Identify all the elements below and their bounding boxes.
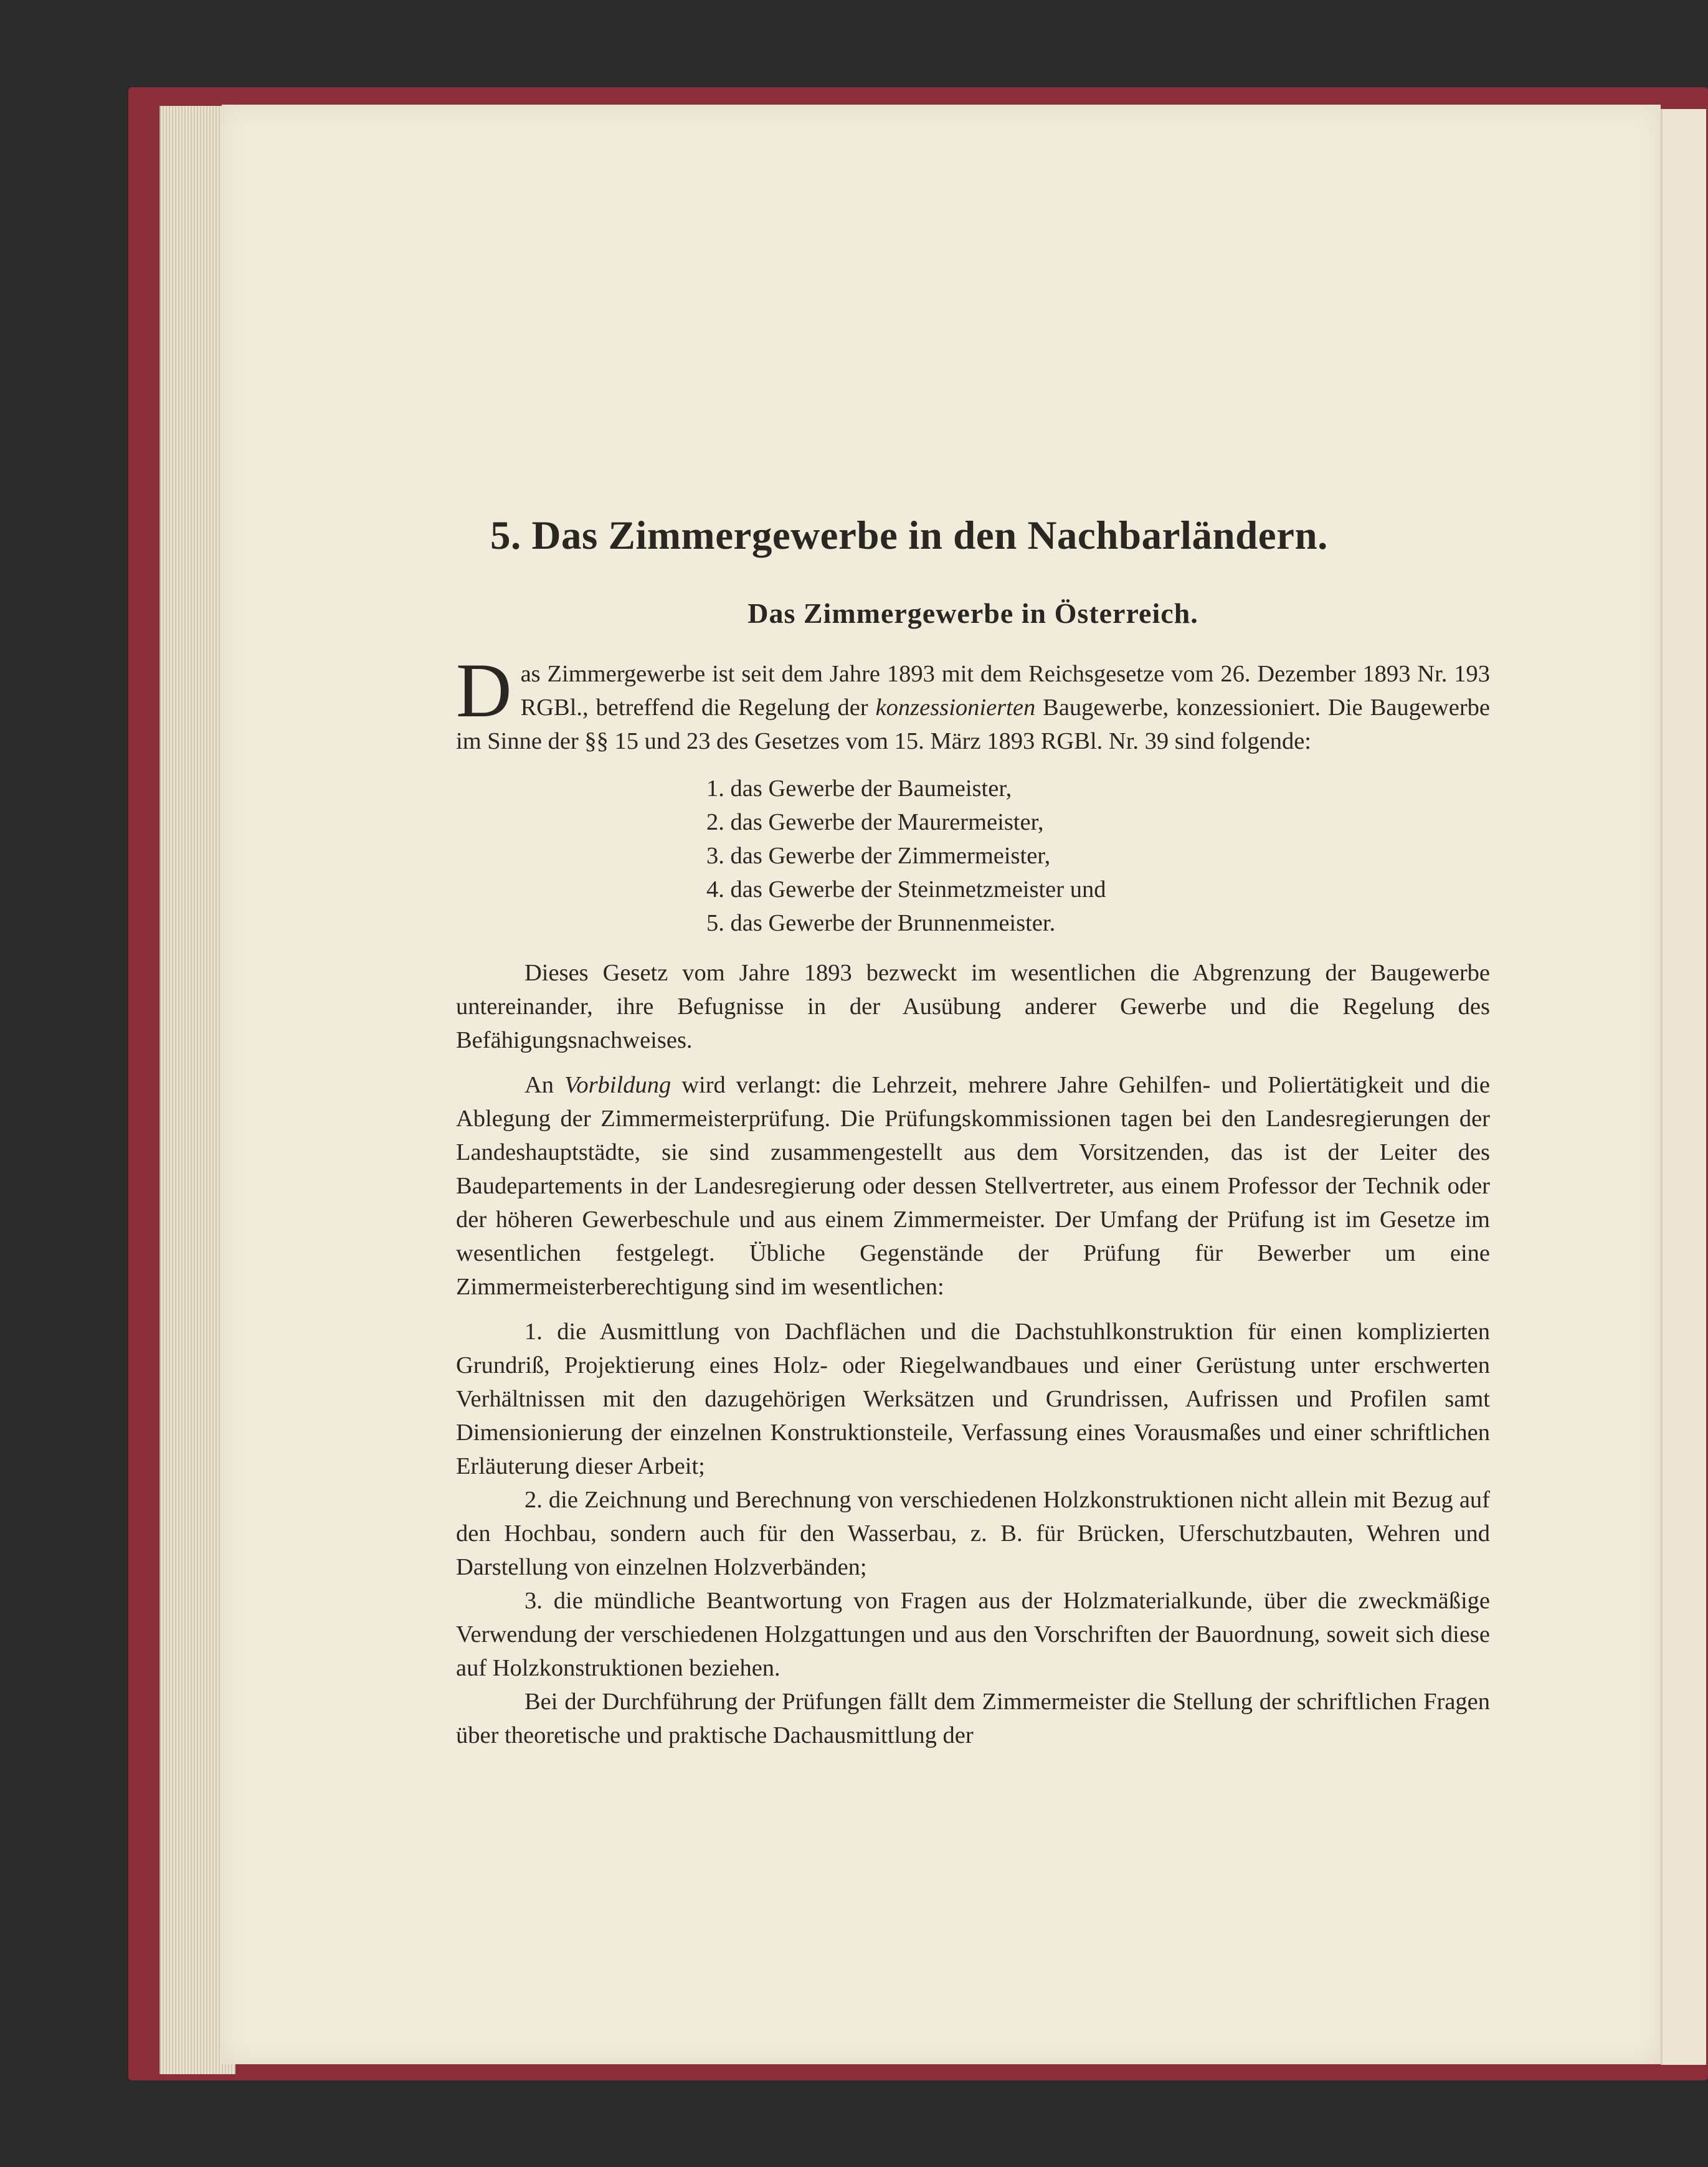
vorbildung-text: wird verlangt: die Lehrzeit, mehrere Jahre Gehilfen- und Poliertätigkeit und die Ablegung der Zimmermeisterprüfung. Die Prüfungskommissionen tagen bei den Landesregierungen der Landeshauptstädte, sie sind zusammengestellt aus dem Vorsitzenden, das ist der Leiter des Baudepartements in der Landesregierung oder dessen Stellvertreter, aus einem Professor der Technik oder der höheren Gewerbeschule und aus einem Zimmermeister. Der Umfang der Prüfung ist im Gesetze im wesentlichen festgelegt. Übliche Gegenstände der Prüfung für Bewerber um eine Zimmermeisterberechtigung sind im wesentlichen: — [456, 1072, 1490, 1300]
intro-text-a: as Zimmergewerbe ist seit dem Jahre 1893 mit dem Reichsgesetze vom 26. Dezember 1893 Nr. 193 RGBl., betreffend die Regelung der — [520, 661, 1490, 721]
list-item: 1. das Gewerbe der Baumeister, — [706, 775, 1012, 802]
trades-list — [706, 772, 1490, 940]
vorbildung-emphasis: Vorbildung — [564, 1072, 671, 1098]
chapter-title: 5. Das Zimmergewerbe in den Nachbarländern. — [490, 513, 1328, 558]
vorbildung-lead: An — [524, 1072, 565, 1098]
exam-item-3: 3. die mündliche Beantwortung von Fragen aus der Holzmaterialkunde, über die zweckmäßige Verwendung der verschiedenen Holzgattungen und aus den Vorschriften der Bauordnung, soweit sich diese auf Holzkonstruktionen beziehen. — [456, 1588, 1490, 1681]
paragraph-gesetz: Dieses Gesetz vom Jahre 1893 bezweckt im wesentlichen die Abgrenzung der Baugewerbe untereinander, ihre Befugnisse in der Ausübung anderer Gewerbe und die Regelung des Befähigungsnachweises. — [456, 960, 1490, 1053]
paragraph-final: Bei der Durchführung der Prüfungen fällt dem Zimmermeister die Stellung der schriftlichen Fragen über theoretische und praktische Dachausmittlung der — [456, 1689, 1490, 1748]
list-item: 5. das Gewerbe der Brunnenmeister. — [706, 910, 1056, 936]
exam-item-1: 1. die Ausmittlung von Dachflächen und die Dachstuhlkonstruktion für einen komplizierten Grundriß, Projektierung eines Holz- oder Riegelwandbaues und einer Gerüstung unter erschwerten Verhältnissen mit den dazugehörigen Werksätzen und Grundrissen, Aufrissen und Profilen samt Dimensionierung der einzelnen Konstruktionsteile, Verfassung eines Vorausmaßes und einer schriftlichen Erläuterung dieser Arbeit; — [456, 1319, 1490, 1479]
exam-item-2: 2. die Zeichnung und Berechnung von verschiedenen Holzkonstruktionen nicht allein mit Bezug auf den Hochbau, sondern auch für den Wasserbau, z. B. für Brücken, Uferschutzbauten, Wehren und Darstellung von einzelnen Holzverbänden; — [456, 1487, 1490, 1580]
intro-paragraph — [456, 648, 1490, 758]
facing-page-edge — [1661, 109, 1706, 2065]
page-content — [456, 511, 1490, 1752]
drop-cap: D — [456, 648, 512, 733]
list-item: 2. das Gewerbe der Maurermeister, — [706, 809, 1044, 835]
intro-text-b: Baugewerbe, konzessioniert. Die Baugewerbe im Sinne der §§ 15 und 23 des Gesetzes vom 15. März 1893 RGBl. Nr. 39 sind folgende: — [456, 695, 1490, 754]
section-title: Das Zimmergewerbe in Österreich. — [747, 597, 1198, 629]
list-item: 3. das Gewerbe der Zimmermeister, — [706, 843, 1051, 869]
paragraph-vorbildung — [456, 1068, 1490, 1304]
list-item: 4. das Gewerbe der Steinmetzmeister und — [706, 876, 1106, 903]
intro-text-emphasis: konzessionierten — [875, 695, 1036, 721]
